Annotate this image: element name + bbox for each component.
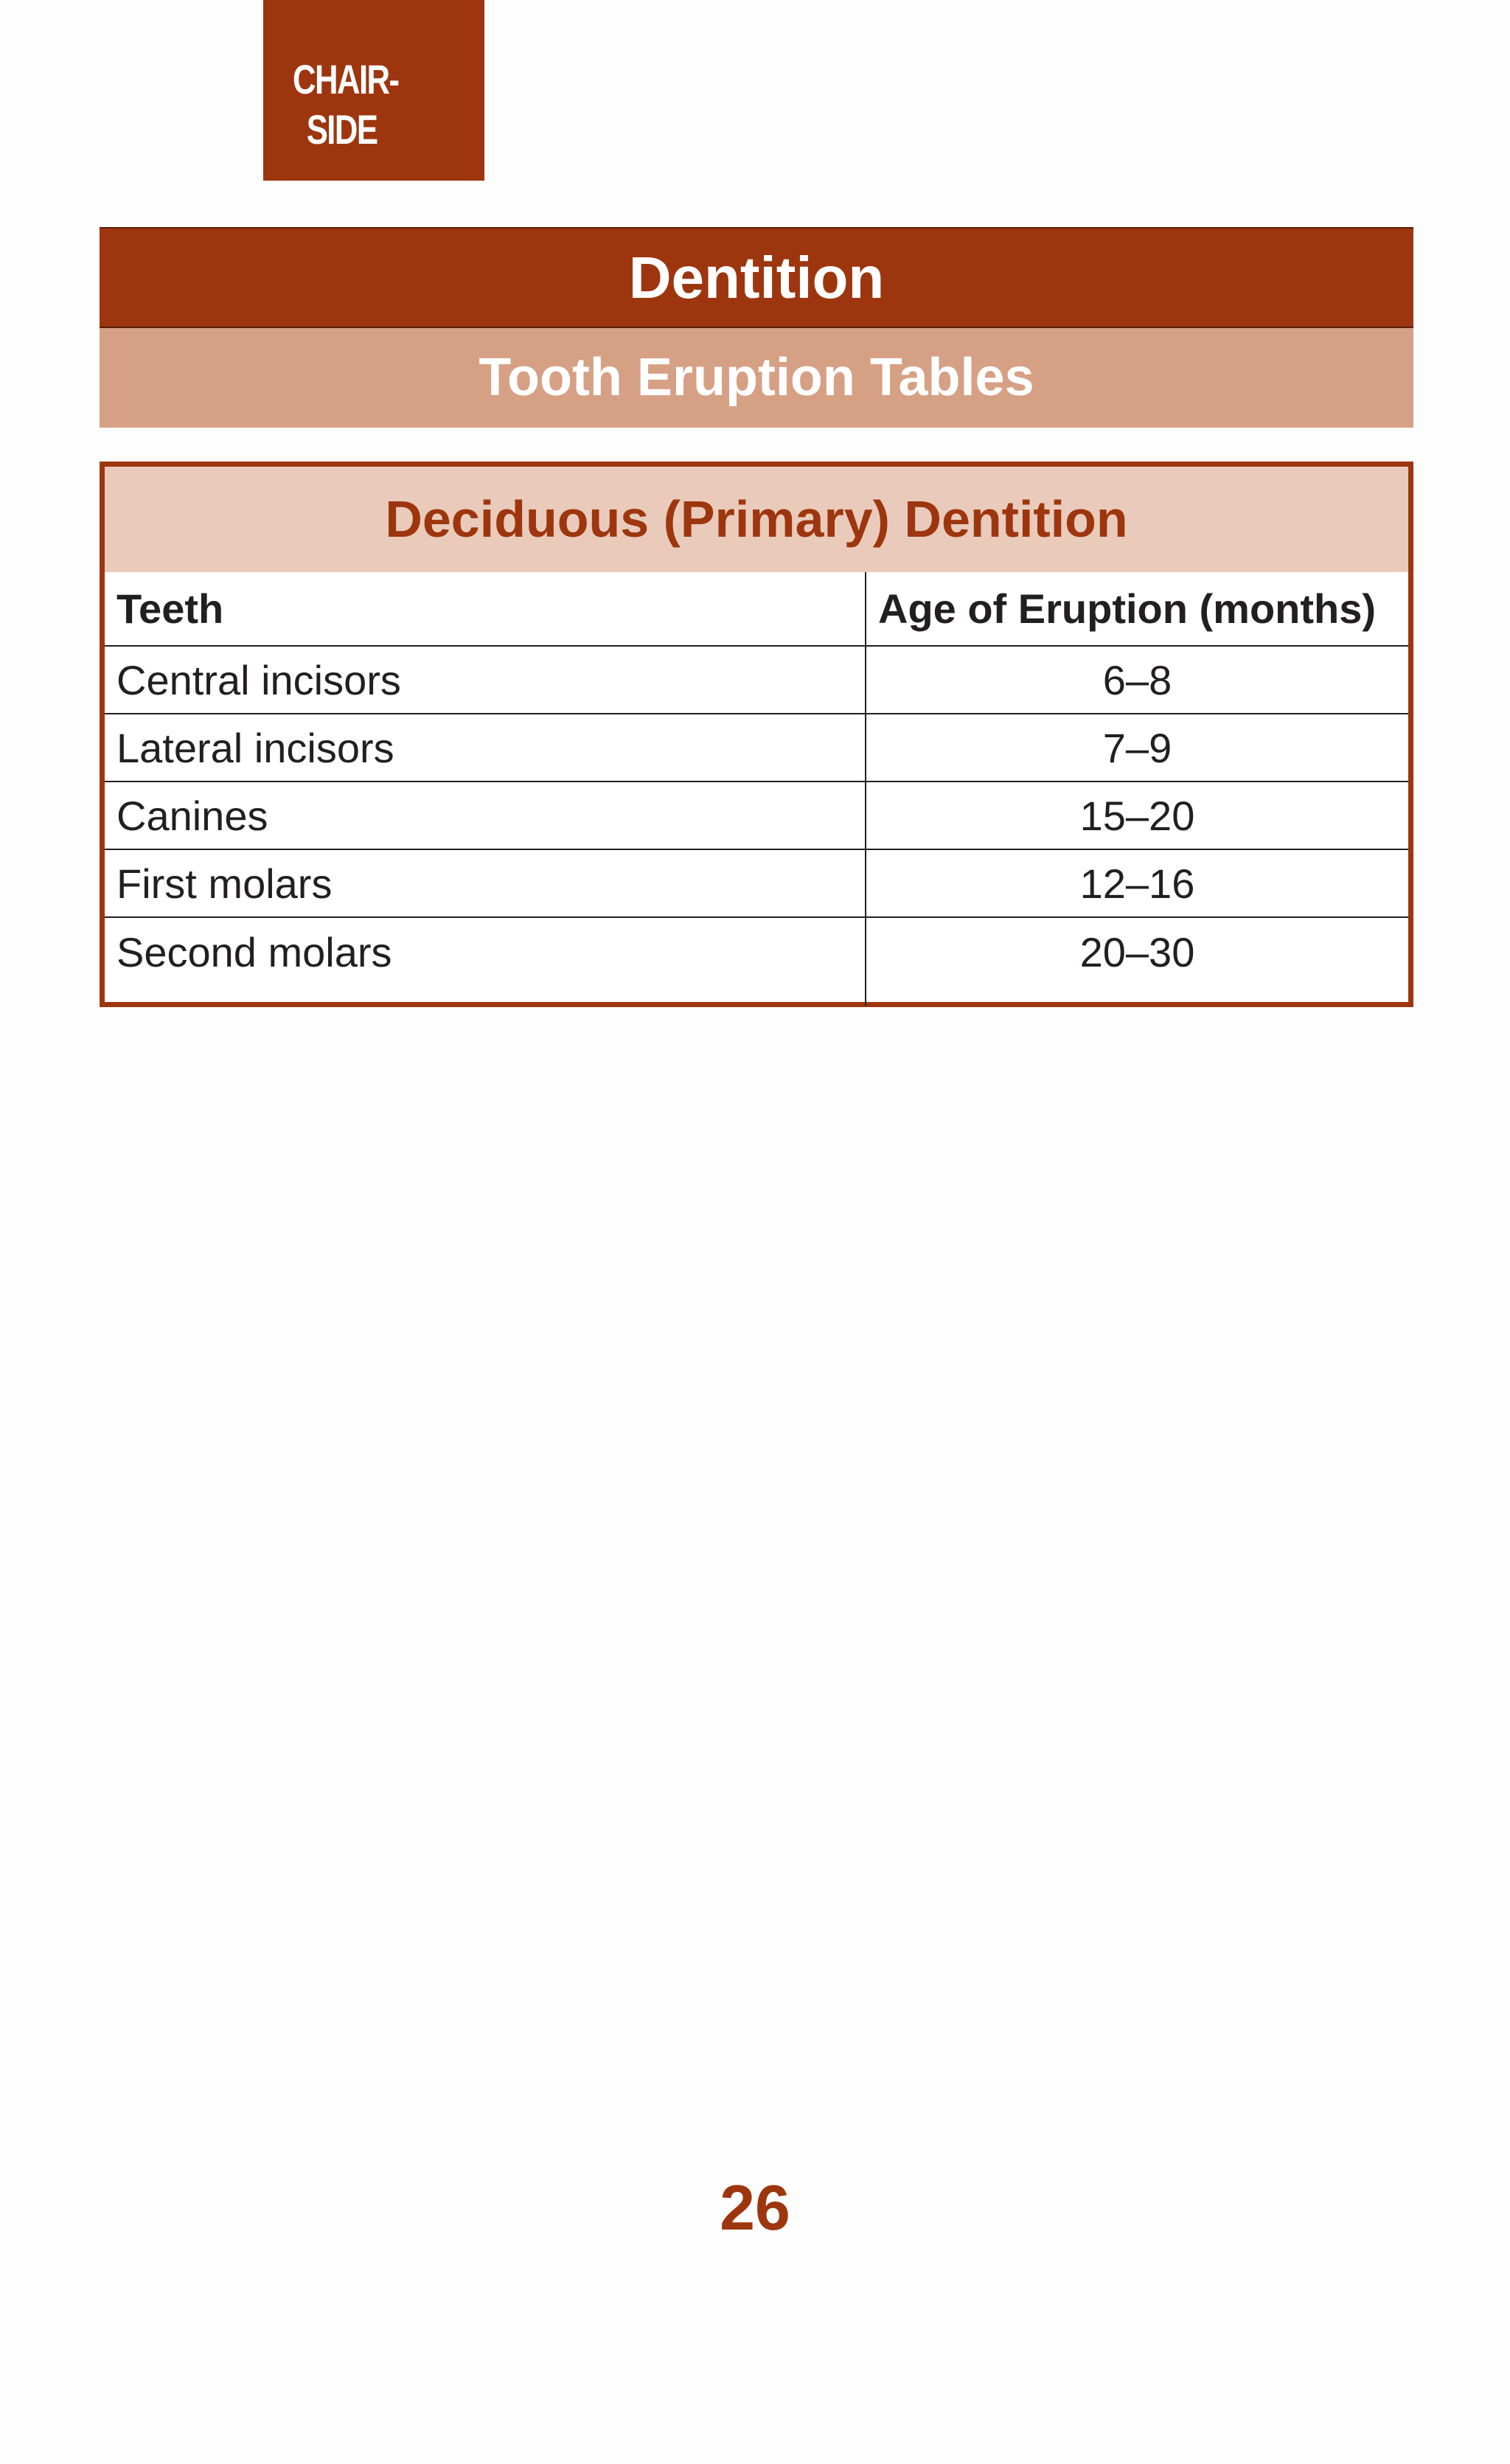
age-cell: 12–16 [866, 849, 1408, 917]
data-table [105, 572, 1408, 1006]
table-row [105, 646, 1408, 714]
tooth-cell: Central incisors [105, 646, 866, 714]
age-cell: 7–9 [866, 714, 1408, 782]
tooth-cell: Canines [105, 782, 866, 849]
table-row [105, 849, 1408, 917]
table-title: Deciduous (Primary) Dentition [105, 467, 1408, 572]
tooth-cell: Lateral incisors [105, 714, 866, 782]
age-cell: 15–20 [866, 782, 1408, 849]
page-title: Dentition [100, 227, 1413, 328]
tooth-cell: First molars [105, 849, 866, 917]
column-header-teeth: Teeth [105, 572, 866, 646]
table-header-row [105, 572, 1408, 646]
tooth-cell: Second molars [105, 917, 866, 1006]
table-row [105, 917, 1408, 1006]
section-tab-line1: CHAIR- [293, 56, 399, 102]
section-tab [263, 0, 484, 181]
page-subtitle: Tooth Eruption Tables [100, 328, 1413, 428]
table-row [105, 782, 1408, 849]
section-tab-line2: SIDE [306, 106, 378, 153]
column-header-age: Age of Eruption (months) [866, 572, 1408, 646]
age-cell: 20–30 [866, 917, 1408, 1006]
table-row [105, 714, 1408, 782]
page-number: 26 [720, 2173, 790, 2244]
eruption-table [100, 462, 1413, 1007]
age-cell: 6–8 [866, 646, 1408, 714]
